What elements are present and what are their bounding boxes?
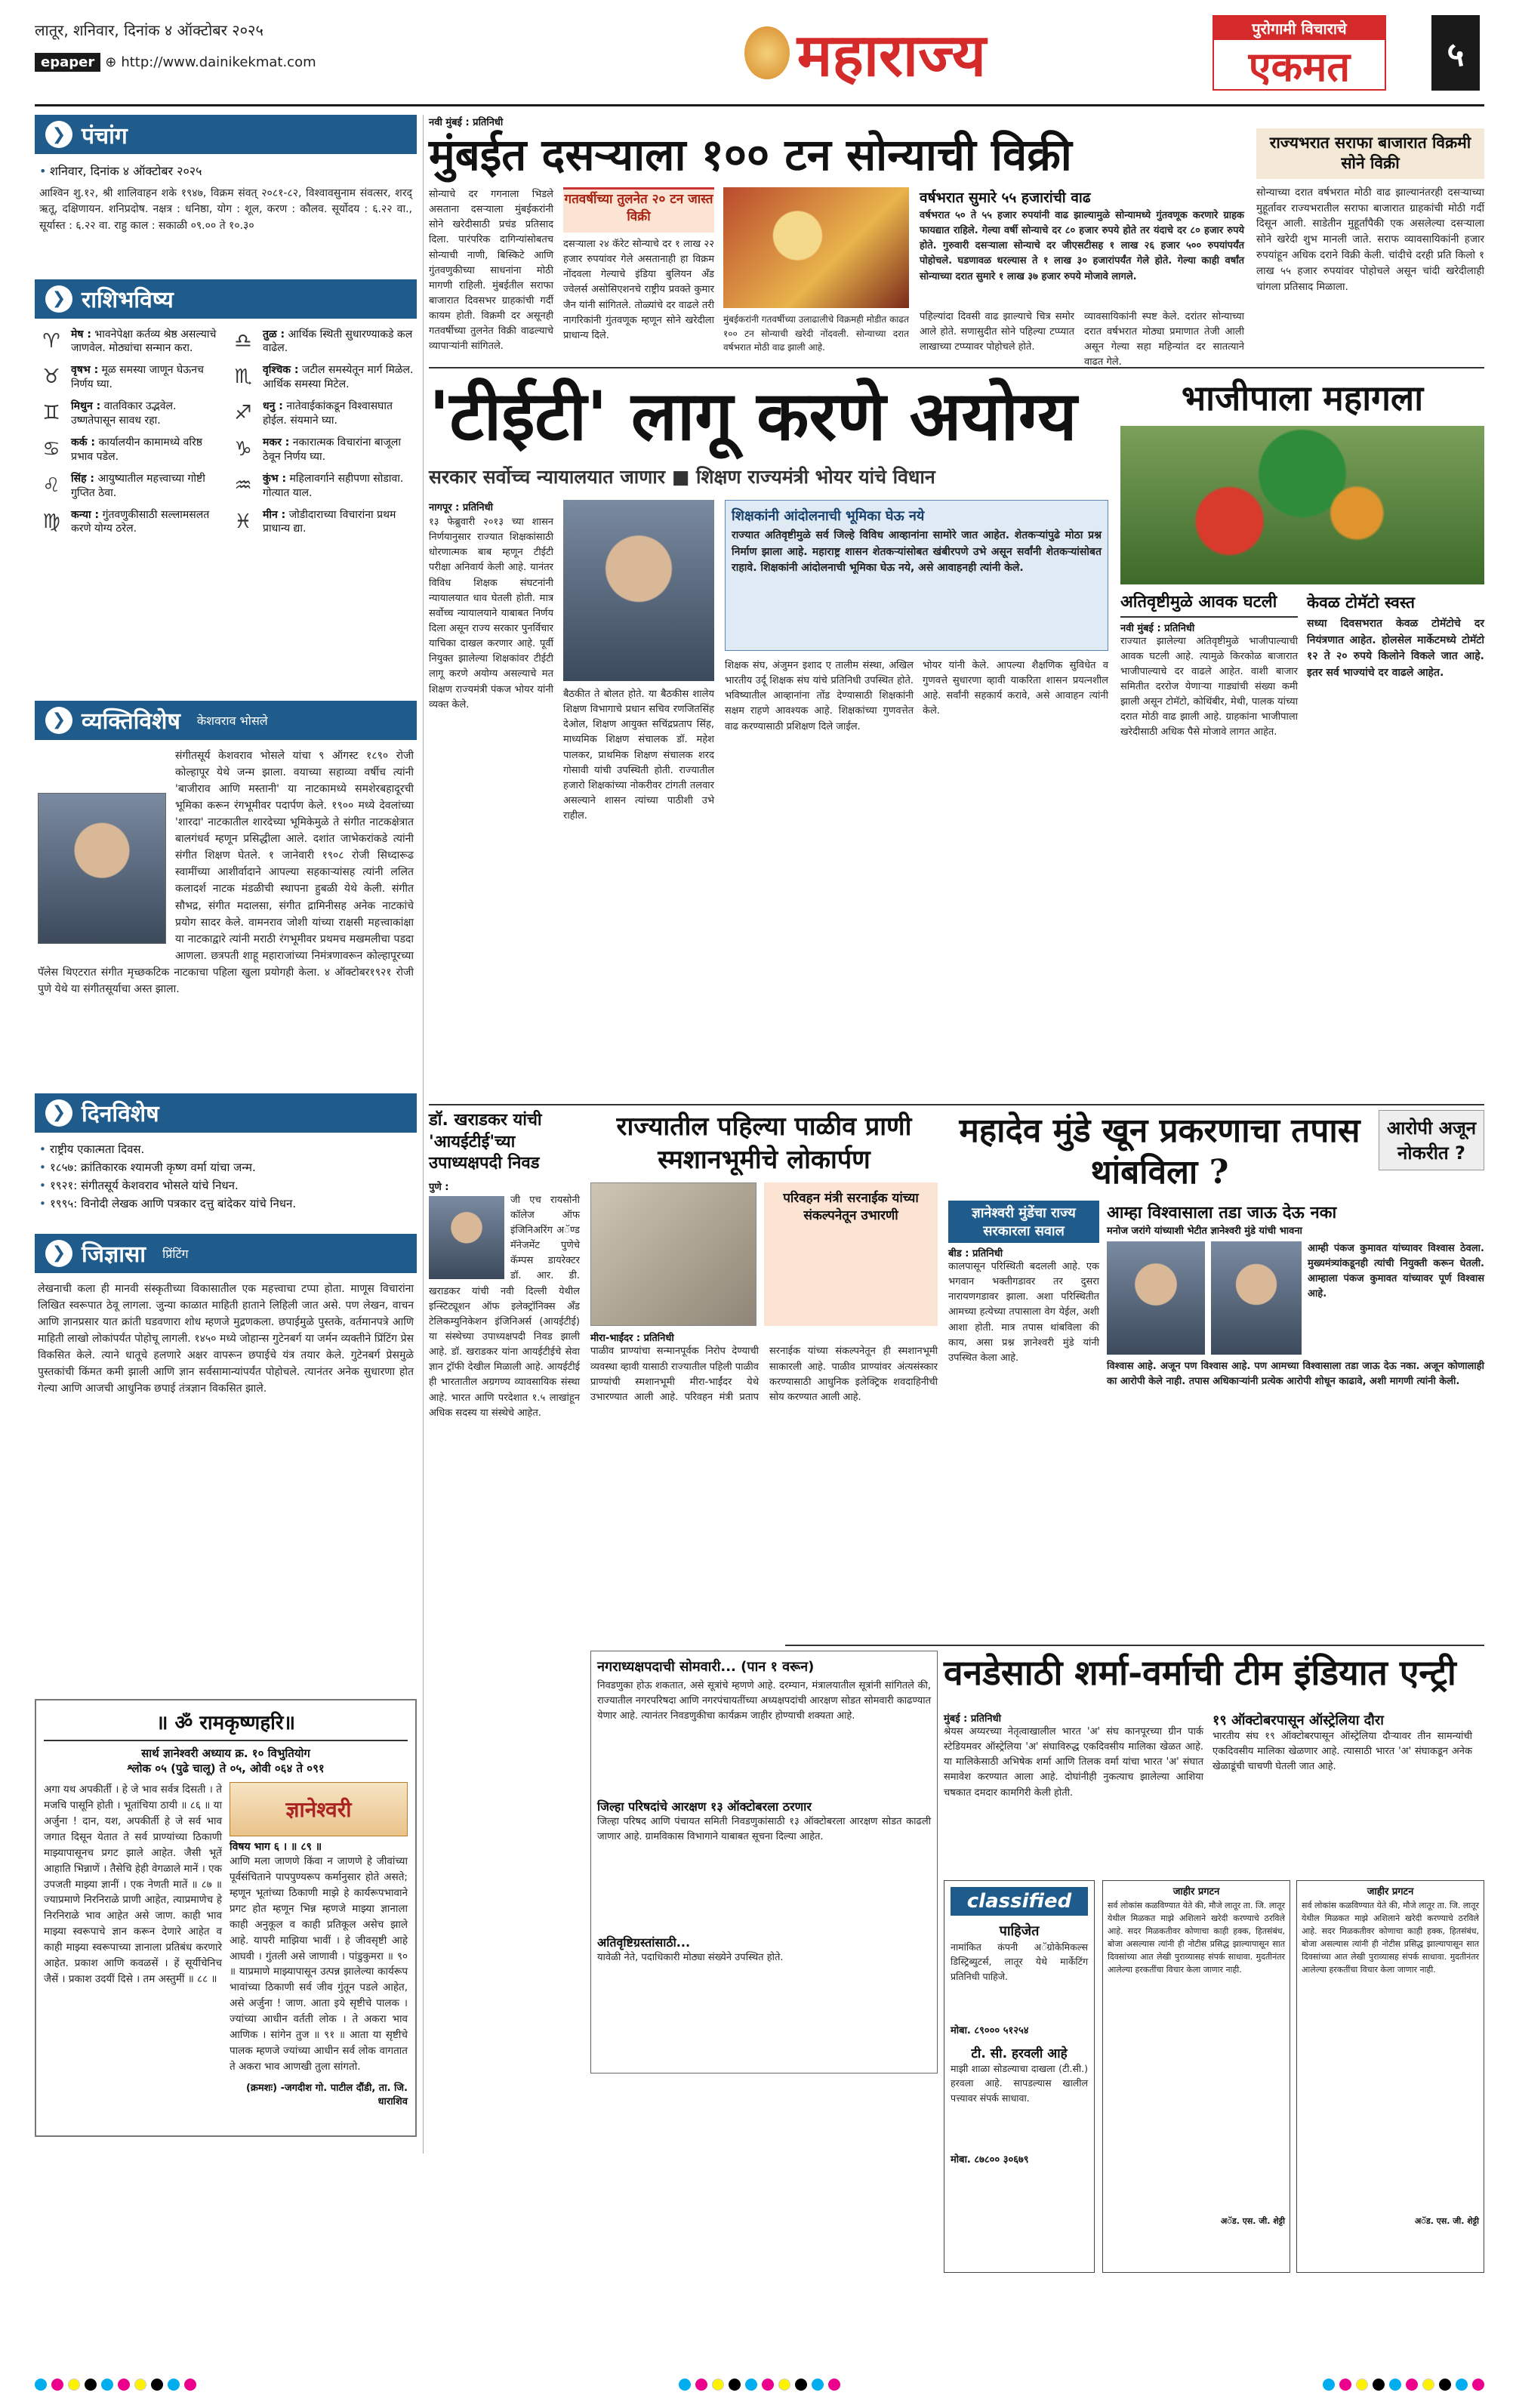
veg-side-text: सध्या दिवसभरात केवळ टोमॅटोचे दर नियंत्रणात आहेत. होलसेल मार्केटमध्ये टोमॅटो १२ ते २० रुपये किलोने विकले जात आहे. इतर सर्व भाज्यांचे दर वाढले आहेत. — [1307, 618, 1484, 680]
scorpio-icon: ♏ — [234, 365, 252, 389]
munde-side: आरोपी अजून नोकरीत ? — [1379, 1110, 1484, 1170]
registration-dot — [762, 2379, 774, 2391]
cricket-byline: मुंबई : प्रतिनिधी — [944, 1713, 1001, 1725]
rashi-text: आयुष्यातील महत्त्वाच्या गोष्टी गुप्तित ठेवा. — [71, 472, 205, 499]
ramkrishna-col1: अगा यथ अपकीर्ती । हे जे भाव सर्वत्र दिसती । ते मजचि पासूनि होती । भूतांचिया ठायी ॥ ८६ ॥ या अर्जुना ! दान, यश, अपकीर्ती हे जे सर्व भाव जगात दिसून येतात ते सर्व प्राण्यांच्या ठिकाणी माझ्यापासूनच प्रगट झाले आहेत. जैसी भूतें आहाति भिन्नाणें । तैसेचि हेही वेगळाले मानें । एक उपजती माझ्या ज्ञानीं । एक नेणती मातें ॥ ८७ ॥ ज्याप्रमाणे निरनिराळे प्राणी आहेत, त्याप्रमाणेच हे निरनिराळे भाव आहेत असे जाण. काही भाव माझ्या स्वरूपाचे ज्ञान करून देणारे आहेत व काही माझ्या स्वरूपाच्या ज्ञानाला प्रतिबंध करणारे आहेत. प्रकाश आणि कवळसें । हें सूर्यीचेनिच जैसें । प्रकाश उदयीं दिसे । तम अस्तुमीं ॥ ८८ ॥ — [44, 1784, 222, 1986]
munde-byline: बीड : प्रतिनिधी — [948, 1248, 1003, 1259]
chevron-down-icon: ❯ — [45, 1099, 72, 1127]
gold-col1: सोन्याचे दर गगनाला भिडले असताना दसऱ्याला मुंबईकरांनी सोने खरेदीसाठी प्रचंड प्रतिसाद दिला. पारंपरिक दागिन्यांसोबतच सोन्याची नाणी, बिस्किटे आणि गुंतवणुकीच्या साधनांना मोठी मागणी राहिली. मुंबईतील सराफा बाजारात दिवसभर ग्राहकांची गर्दी कायम होती. विक्रमी दर असूनही गतवर्षीच्या तुलनेत विक्री वाढल्याचे व्यापाऱ्यांनी सांगितले. — [429, 189, 553, 353]
dinvishesh-title: दिनविशेष — [82, 1101, 159, 1128]
gold-side-text: सोन्याच्या दरात वर्षभरात मोठी वाढ झाल्यानंतरही दसऱ्याच्या मुहूर्तावर राज्यभरातील सराफा बाजारात ग्राहकांची मोठी गर्दी दिसून आली. साडेतीन मुहूर्तांपैकी एक असलेल्या दसऱ्याला सोने खरेदी शुभ मानली जाते. सराफ व्यावसायिकांनी हजार रुपयांहून अधिक दराने विक्री केली. चांदीचे दरही प्रति किलो १ लाख ५५ हजार रुपयांवर पोहोचले असून चांदी खरेदीलाही चांगला प्रतिसाद मिळाला. — [1256, 186, 1484, 294]
gemini-icon: ♊ — [42, 402, 60, 425]
notice-title: जाहीर प्रगटन — [1172, 1886, 1220, 1898]
ramkrishna-box — [35, 1699, 417, 2137]
gold-col2: दसऱ्याला २४ कॅरेट सोन्याचे दर १ लाख २२ हजार रुपयांवर गेले असतानाही हा विक्रम नोंदवला गेल्याचे इंडिया बुलियन अँड ज्वेलर्स असोसिएशनचे राष्ट्रीय प्रवक्ते कुमार जैन यांनी सांगितले. तोळ्यांचे दर वाढले तरी नागरिकांनी गुंतवणूक म्हणून सोने खरेदीला प्राधान्य दिले. — [563, 239, 714, 341]
chevron-down-icon: ❯ — [45, 1240, 72, 1267]
cricket-text2: भारतीय संघ १९ ऑक्टोबरपासून ऑस्ट्रेलिया दौऱ्यावर तीन सामन्यांची एकदिवसीय मालिका खेळणार आहे. त्यासाठी भारत 'अ' संघाकडून अनेक खेळाडूंची चाचणी घेतली जात आहे. — [1212, 1731, 1472, 1773]
registration-dot — [1339, 2379, 1351, 2391]
keshavrao-portrait — [38, 793, 166, 944]
globe-icon: ⊕ — [105, 54, 117, 70]
tet-byline: नागपूर : प्रतिनिधी — [429, 502, 493, 513]
ramkrishna-col2: आणि मला जाणणे किंवा न जाणणे हे जीवांच्या पूर्वसंचिताने पापपुण्यरूप कर्मानुसार होते असते; म्हणून भूतांच्या ठिकाणी माझे हे कार्यरूपभावाने प्रगट होत म्हणून भिन्न म्हणजे माझ्या ज्ञानाला काही अनुकूल व काही प्रतिकूल असेच झाले आहे. यापरी माझिया भावीं । हे जीवसृष्टी आहे आघवी । गुंतली असे जाणावी । पांडुकुमरा ॥ ९० ॥ याप्रमाणे माझ्यापासून उत्पन्न झालेल्या कार्यरूप भावांच्या ठिकाणी सर्व जीव गुंतून पडले आहेत, असे अर्जुना ! जाण. आता इये सृष्टीचे पालक । ज्यांच्या आधीन वर्तती लोक । ते अकरा भाव आणिक । सांगेन तुज ॥ ९१ ॥ आता या सृष्टीचे पालक म्हणजे ज्यांच्या आधीन सर्व लोक वागतात ते अकरा भाव आणखी तुला सांगतो. — [230, 1855, 408, 2073]
registration-dot — [712, 2379, 724, 2391]
registration-dot — [85, 2379, 97, 2391]
registration-dot — [1356, 2379, 1368, 2391]
gold-byline: नवी मुंबई : प्रतिनिधी — [429, 117, 504, 128]
rashi-text: जटील समस्येतून मार्ग मिळेल. आर्थिक समस्या मिटेल. — [263, 364, 414, 391]
rashi-col-left — [38, 328, 222, 692]
crem-byline: मीरा-भाईंदर : प्रतिनिधी — [590, 1333, 674, 1345]
vyakti-subject: केशवराव भोसले — [196, 713, 268, 728]
color-dots-left — [35, 2379, 196, 2391]
tet-deck: सरकार सर्वोच्च न्यायालयात जाणार ■ शिक्षण राज्यमंत्री भोयर यांचे विधान — [429, 466, 935, 488]
gold-shop-photo — [723, 187, 909, 308]
notice-1 — [1102, 1880, 1290, 2273]
gold-col3: वर्षभरात ५० ते ५५ हजार रुपयांनी वाढ झाल्यामुळे सोन्यामध्ये गुंतवणूक करणारे ग्राहक फायद्यात राहिले. गेल्या वर्षी सोन्याचे दर ८० हजार रुपये होते तर यंदाचे दर ८० हजार रुपये होते. गुरुवारी दसऱ्याला सोन्याचे दर जीएसटीसह १ लाख २६ हजार ५०० रुपयांपर्यंत पोहोचले. घडणावळ धरल्यास ते १ लाख ३० हजारांपर्यंत गेले होते. गेल्या काही वर्षांत सोन्याच्या दरात सुमारे १ लाख ३७ हजार रुपये मोजावे लागले. — [920, 210, 1244, 282]
tet-col4: भोयर यांनी केले. आपल्या शैक्षणिक सुविधेत व गुणवत्ते सुधारणा व्हावी याकरिता शासन प्रयत्नशील आहे. सर्वांनी सहकार्य करावे, असे आवाहन त्यांनी केले. — [923, 660, 1108, 717]
cancer-icon: ♋ — [42, 437, 60, 461]
tet-box — [725, 500, 1108, 651]
classified-title: पाहिजेत — [999, 1923, 1040, 1939]
panchang-title: पंचांग — [82, 122, 128, 150]
munde-story — [948, 1110, 1484, 1639]
classified-logo: classified — [951, 1887, 1088, 1916]
registration-dot — [1373, 2379, 1385, 2391]
rashi-name: कन्या : — [71, 508, 100, 521]
munde-photo-caption: आम्ही पंकज कुमावत यांच्यावर विश्वास ठेवला. मुख्यमंत्र्यांकडूनही त्यांची नियुक्ती करून घेतली. आम्हाला पंकज कुमावत यांच्यावर पूर्ण विश्वास आहे. — [1308, 1243, 1484, 1300]
gold-col5: व्यावसायिकांनी स्पष्ट केले. दरांतर सोन्याच्या दरात वर्षभरात मोठ्या प्रमाणात तेजी आली असून गेल्या सहा महिन्यांत दर सातत्याने वाढत गेले. — [1084, 311, 1244, 368]
nagar-text2: जिल्हा परिषद आणि पंचायत समिती निवडणुकांसाठी १३ ऑक्टोबरला आरक्षण सोडत काढली जाणार आहे. ग्रामविकास विभागाने याबाबत सूचना दिल्या आहेत. — [597, 1816, 931, 1843]
rashi-text: नातेवाईकांकडून विश्वासघात होईल. संयमाने घ्या. — [263, 400, 393, 427]
panchang-text: आश्विन शु.१२, श्री शालिवाहन शके १९४७, विक्रम संवत् २०८१-८२, विश्वावसुनाम संवत्सर, शरद् ऋतू, दक्षिणायन. शनिप्रदोष. नक्षत्र : धनिष्ठा, योग : शूल, करण : कौलव. सूर्योदय : ६.२२ वा., सूर्यास्त : ६.२२ वा. राहु काल : सकाळी ०९.०० ते १०.३० — [39, 187, 412, 232]
veg-text: राज्यात झालेल्या अतिवृष्टीमुळे भाजीपाल्याची आवक घटली आहे. त्यामुळे किरकोळ बाजारात भाजीपाल्याचे दर वाढले आहेत. वाशी बाजार समितीत दररोज येणाऱ्या गाड्यांची संख्या कमी झाली असून टोमॅटो, कोथिंबीर, मेथी, पालक यांच्या दरात मोठी वाढ झाली आहे. ग्राहकांना भाजीपाला खरेदीसाठी अधिक पैसे मोजावे लागत आहेत. — [1120, 635, 1298, 738]
ramkrishna-credit: (क्रमशः) -जगदीश गो. पाटील दौंडी, ता. जि. धाराशिव — [245, 2083, 408, 2107]
vyakti-header — [35, 701, 417, 740]
registration-dot — [828, 2379, 840, 2391]
nagar-text3: यावेळी नेते, पदाधिकारी मोठ्या संख्येने उपस्थित होते. — [597, 1952, 784, 1963]
gold-side-headline: राज्यभरात सराफा बाजारात विक्रमी सोने विक्री — [1256, 128, 1484, 179]
nagar-title: नगराध्यक्षपदाची सोमवारी... (पान १ वरून) — [597, 1659, 815, 1675]
rashi-item-makar — [230, 436, 414, 464]
virgo-icon: ♍ — [42, 510, 60, 533]
column-rule — [423, 115, 424, 2154]
gold-col4: पहिल्यांदा दिवसी वाढ झाल्याचे चित्र समोर आले होते. सणासुदीत सोने पहिल्या टप्प्यात लाखाच्या टप्प्यावर पोहोचले होते. — [920, 311, 1074, 353]
registration-dot — [68, 2379, 80, 2391]
crem-story — [590, 1110, 938, 1639]
leo-icon: ♌ — [42, 473, 60, 497]
rashi-name: मिथुन : — [71, 400, 101, 413]
gold-sub1: गतवर्षीच्या तुलनेत २० टन जास्त विक्री — [563, 187, 714, 233]
registration-dot — [695, 2379, 707, 2391]
kharadkar-byline: पुणे : — [429, 1181, 449, 1193]
section-banner — [744, 15, 986, 91]
page-number: ५ — [1431, 15, 1480, 91]
registration-dot — [1422, 2379, 1434, 2391]
crem-photo — [590, 1182, 756, 1326]
brand-name: एकमत — [1248, 42, 1351, 91]
dinvishesh-item: • १८५७: क्रांतिकारक श्यामजी कृष्ण वर्मा यांचा जन्म. — [39, 1158, 412, 1176]
rashi-item-sinha — [38, 472, 222, 501]
notice-title: जाहीर प्रगटन — [1367, 1886, 1414, 1898]
notices — [1102, 1880, 1484, 2273]
jigyasa-text: लेखनाची कला ही मानवी संस्कृतीच्या विकासातील एक महत्त्वाचा टप्पा होता. माणूस विचारांना लिखित स्वरूपात ठेवू लागला. जुन्या काळात माहिती हाताने लिहिली जात असे. पण लेखन, वाचन आणि ज्ञानप्रसार यात क्रांती घडवणारा शोध म्हणजे मुद्रणकला. छपाईमुळे पुस्तके, वर्तमानपत्रे आणि माहिती लाखो लोकांपर्यंत पोहोचू लागली. १४५० मध्ये जोहान्स गुटेनबर्ग या जर्मन व्यक्तीने प्रिंटिंग प्रेस विकसित केले. त्याने धातूचे हलणारे अक्षर वापरून छपाईचे यंत्र तयार केले. गुटेनबर्ग प्रेसमुळे पुस्तकांची किंमत कमी झाली आणि ज्ञान सर्वसामान्यांपर्यंत पोहोचले. त्यानंतर अनेक सुधारणा होत गेल्या आणि आजची आधुनिक छपाई तंत्रज्ञान विकसित झाले. — [38, 1282, 414, 1395]
tet-story — [429, 375, 1108, 1130]
minister-photo — [563, 500, 714, 681]
classified-phone2: मोबा. ८७८०० ३०६७९ — [951, 2154, 1029, 2166]
munde-photo-1 — [1107, 1241, 1205, 1355]
rashi-text: वातविकार उद्भवेल. उष्णतेपासून सावध रहा. — [71, 400, 177, 427]
veg-side-head: केवळ टोमॅटो स्वस्त — [1307, 594, 1415, 612]
cricket-sub: १९ ऑक्टोबरपासून ऑस्ट्रेलिया दौरा — [1212, 1713, 1384, 1728]
registration-dot — [1406, 2379, 1418, 2391]
rashi-item-meen — [230, 508, 414, 537]
tet-headline: 'टीईटी' लागू करणे अयोग्य — [429, 376, 1077, 456]
gold-side-story — [1256, 128, 1484, 364]
rashi-name: वृश्चिक : — [263, 364, 299, 377]
vyakti-title: व्यक्तिविशेष — [82, 708, 180, 735]
ramkrishna-sub2: श्लोक ०५ (पुढे चालू) ते ०५, ओवी ०६४ ते ०९१ — [127, 1762, 325, 1775]
munde-photo-2 — [1211, 1241, 1302, 1355]
crem-sub: परिवहन मंत्री सरनाईक यांच्या संकल्पनेतून उभारणी — [764, 1182, 938, 1326]
registration-dot — [795, 2379, 807, 2391]
rashi-text: मूळ समस्या जाणून घेऊनच निर्णय घ्या. — [71, 364, 204, 391]
dnyaneshwari-badge: ज्ञानेश्वरी — [230, 1782, 408, 1836]
rashi-text: नकारात्मक विचारांना बाजूला ठेवून निर्णय घ्या. — [263, 436, 402, 463]
cricket-story — [785, 1651, 1484, 1877]
rashi-name: सिंह : — [71, 472, 94, 485]
notice-sign: अॅड. एस. जी. शेट्टी — [1414, 2215, 1479, 2226]
rashi-text: गुंतवणुकीसाठी सल्लामसलत करणे योग्य ठरेल. — [71, 508, 210, 535]
nagar-sub3: अतिवृष्टिग्रस्तांसाठी... — [597, 1935, 691, 1950]
tet-box-text: राज्यात अतिवृष्टीमुळे सर्व जिल्हे विविध आव्हानांना सामोरे जात आहेत. शेतकऱ्यांपुढे मोठा प्रश्न निर्माण झाला आहे. महाराष्ट्र शासन शेतकऱ्यांसोबत खंबीरपणे उभे असून सर्वांनी शेतकऱ्यांसोबत राहावे. शिक्षकांनी आंदोलनाची भूमिका घेऊ नये, असे आवाहनही त्यांनी केले. — [732, 529, 1102, 575]
rashi-col-right — [230, 328, 414, 692]
registration-dot — [729, 2379, 741, 2391]
registration-dot — [745, 2379, 757, 2391]
rashi-text: महिलावर्गाने सहीपणा सोडावा. गोत्यात याल. — [263, 472, 404, 499]
color-dots-right — [1323, 2379, 1484, 2391]
rashi-item-kumbh — [230, 472, 414, 501]
jigyasa-header — [35, 1234, 417, 1273]
rashi-item-mithun — [38, 399, 222, 428]
dateline: लातूर, शनिवार, दिनांक ४ ऑक्टोबर २०२५ — [35, 21, 263, 39]
dinvishesh-item: • राष्ट्रीय एकात्मता दिवस. — [39, 1140, 412, 1158]
rashi-text: कार्यालयीन कामामध्ये वरिष्ठ प्रभाव पडेल. — [71, 436, 202, 463]
rashi-item-tula — [230, 328, 414, 356]
aquarius-icon: ♒ — [234, 473, 252, 497]
notice-sign: अॅड. एस. जी. शेट्टी — [1220, 2215, 1285, 2226]
munde-quote-sub: मनोज जरांगे यांच्याशी भेटीत ज्ञानेश्वरी मुंडे यांची भावना — [1107, 1226, 1302, 1237]
registration-dot — [184, 2379, 196, 2391]
classified-title2: टी. सी. हरवली आहे — [971, 2046, 1068, 2061]
row-rule — [785, 1645, 1484, 1646]
tet-col3: शिक्षक संघ, अंजुमन इशाद ए तालीम संस्था, अखिल भारतीय उर्दू शिक्षक संघ यांचे प्रतिनिधी उपस्थित होते. भविष्यातील आव्हानांना तोंड देण्यासाठी शिक्षकांनी सक्षम राहणे आवश्यक आहे. शिक्षकांच्या गुणवत्तेत वाढ करण्यासाठी प्रशिक्षण दिले जाईल. — [725, 660, 914, 732]
notice-text: सर्व लोकांस कळविण्यात येते की, मौजे लातूर ता. जि. लातूर येथील मिळकत माझे अशिलाने खरेदी करण्याचे ठरविले आहे. सदर मिळकतीवर कोणाचा काही हक्क, हितसंबंध, बोजा असल्यास त्यांनी ही नोटीस प्रसिद्ध झाल्यापासून सात दिवसांच्या आत लेखी पुराव्यासह संपर्क साधावा. मुदतीनंतर आलेल्या हरकतींचा विचार केला जाणार नाही. — [1108, 1900, 1285, 1975]
dinvishesh-item: • १९९५: विनोदी लेखक आणि पत्रकार दत्तु बांदेकर यांचे निधन. — [39, 1195, 412, 1213]
rashi-text: आर्थिक स्थिती सुधारण्याकडे कल वाढेल. — [263, 328, 413, 355]
registration-dot — [778, 2379, 790, 2391]
vegetables-photo — [1120, 426, 1484, 584]
dinvishesh-list — [35, 1133, 417, 1234]
rashi-item-vrushchik — [230, 363, 414, 392]
color-dots-center — [679, 2379, 840, 2391]
dinvishesh-header — [35, 1093, 417, 1133]
brand-logo — [1212, 15, 1386, 91]
kharadkar-photo — [429, 1196, 504, 1279]
masthead-rule — [35, 104, 1484, 106]
notice-text: सर्व लोकांस कळविण्यात येते की, मौजे लातूर ता. जि. लातूर येथील मिळकत माझे अशिलाने खरेदी करण्याचे ठरविले आहे. सदर मिळकतीवर कोणाचा काही हक्क, हितसंबंध, बोजा असल्यास त्यांनी ही नोटीस प्रसिद्ध झाल्यापासून सात दिवसांच्या आत लेखी पुराव्यासह संपर्क साधावा. मुदतीनंतर आलेल्या हरकतींचा विचार केला जाणार नाही. — [1302, 1900, 1479, 1975]
rashi-item-mesh — [38, 328, 222, 356]
left-column — [35, 115, 417, 1708]
rashi-item-dhanu — [230, 399, 414, 428]
ramkrishna-title: ॥ ॐ रामकृष्णहरि॥ — [44, 1708, 408, 1741]
chevron-down-icon: ❯ — [45, 707, 72, 734]
vyakti-body — [35, 740, 417, 1093]
classified-phone: मोबा. ८९००० ५१२५४ — [951, 2025, 1029, 2036]
veg-sub: अतिवृष्टीमुळे आवक घटली — [1120, 592, 1298, 618]
munde-col1: कालपासून परिस्थिती बदलली आहे. एक भगवान भक्तीगडावर तर दुसरा नारायणगडावर झाला. अशा परिस्थितीत आमच्या हत्येच्या तपासाला वेग येईल, अशी आशा होती. मात्र तपास थांबविला की काय, असा प्रश्न ज्ञानेश्वरी मुंडे यांनी उपस्थित केला आहे. — [948, 1261, 1099, 1364]
rashi-name: कुंभ : — [263, 472, 287, 485]
registration-dot — [101, 2379, 113, 2391]
pisces-icon: ♓ — [234, 510, 252, 533]
row-rule — [429, 1104, 1484, 1105]
crem-headline: राज्यातील पहिल्या पाळीव प्राणी स्मशानभूमीचे लोकार्पण — [616, 1112, 912, 1176]
rashi-title: राशिभविष्य — [82, 287, 174, 314]
jigyasa-topic: प्रिंटिंग — [162, 1246, 189, 1261]
registration-dot — [679, 2379, 691, 2391]
rashi-name: धनु : — [263, 400, 283, 413]
classified-text: नामांकित कंपनी अॅग्रोकेमिकल्स डिस्ट्रिब्युटर्स, लातूर येथे मार्केटिंग प्रतिनिधी पाहिजे. — [951, 1941, 1088, 1982]
registration-marks — [35, 2379, 1484, 2391]
registration-dot — [151, 2379, 163, 2391]
veg-headline: भाजीपाला महागला — [1181, 378, 1424, 418]
veg-story — [1120, 375, 1484, 1099]
chevron-down-icon: ❯ — [45, 285, 72, 313]
rashi-item-kark — [38, 436, 222, 464]
site-url[interactable]: http://www.dainikekmat.com — [121, 54, 316, 70]
panchang-date: • शनिवार, दिनांक ४ ऑक्टोबर २०२५ — [39, 162, 412, 181]
chevron-down-icon: ❯ — [45, 121, 72, 148]
cricket-text: श्रेयस अय्यरच्या नेतृत्वाखालील भारत 'अ' संघ कानपूरच्या ग्रीन पार्क स्टेडियमवर ऑस्ट्रेलिया 'अ' संघाविरुद्ध एकदिवसीय मालिका खेळत आहे. या मालिकेसाठी अभिषेक शर्मा आणि तिलक वर्मा यांचा भारत 'अ' संघात समावेश करण्यात आला आहे. दोघांनीही नुकत्याच झालेल्या आशिया चषकात दमदार कामगिरी केली होती. — [944, 1726, 1203, 1799]
tet-col1: १३ फेब्रुवारी २०१३ च्या शासन निर्णयानुसार राज्यात शिक्षकांसाठी धोरणात्मक बाब म्हणून टीईटी परीक्षा अनिवार्य केली आहे. यानंतर विविध शिक्षक संघटनांनी न्यायालयात धाव घेतली होती. मात्र सर्वोच्च न्यायालयाने याबाबत निर्णय दिला असून राज्य सरकार पुनर्विचार याचिका दाखल करणार आहे. पूर्वी नियुक्त झालेल्या शिक्षकांवर टीईटी लागू करणे अयोग्य असल्याचे मत शिक्षण राज्यमंत्री पंकज भोयर यांनी व्यक्त केले. — [429, 516, 553, 711]
rashi-name: तुळ : — [263, 328, 285, 341]
rashi-name: मीन : — [263, 508, 286, 521]
row-rule — [429, 367, 1484, 368]
veg-byline: नवी मुंबई : प्रतिनिधी — [1120, 622, 1195, 634]
nagar-sub2: जिल्हा परिषदांचे आरक्षण १३ ऑक्टोबरला ठरणार — [597, 1799, 812, 1814]
libra-icon: ♎ — [234, 329, 252, 353]
registration-dot — [1439, 2379, 1451, 2391]
registration-dot — [1456, 2379, 1468, 2391]
dinvishesh-item: • १९२१: संगीतसूर्य केशवराव भोसले यांचे निधन. — [39, 1176, 412, 1195]
sagittarius-icon: ♐ — [234, 402, 252, 425]
registration-dot — [1323, 2379, 1335, 2391]
ramkrishna-sub1: सार्थ ज्ञानेश्वरी अध्याय क्र. १० विभुतियोग — [141, 1747, 310, 1760]
registration-dot — [1472, 2379, 1484, 2391]
gold-headline: मुंबईत दसऱ्याला १०० टन सोन्याची विक्री — [429, 129, 1072, 180]
rashi-text: भावनेपेक्षा कर्तव्य श्रेष्ठ असल्याचे जाणवेल. मोठ्यांचा सन्मान करा. — [71, 328, 217, 355]
rashi-name: मेष : — [71, 328, 91, 341]
tet-box-title: शिक्षकांनी आंदोलनाची भूमिका घेऊ नये — [732, 508, 925, 524]
munde-sub: ज्ञानेश्वरी मुंडेंचा राज्य सरकारला सवाल — [948, 1201, 1099, 1243]
capricorn-icon: ♑ — [234, 437, 252, 461]
munde-quote-head: आम्हा विश्वासाला तडा जाऊ देऊ नका — [1107, 1204, 1337, 1222]
nagar-text: निवडणुका होऊ शकतात, असे सूत्रांचे म्हणणे आहे. दरम्यान, मंत्रालयातील सूत्रांनी सांगितले की, राज्यातील नगरपरिषदा आणि नगरपंचायतींच्या अध्यक्षपदांची आरक्षण सोडत सोमवारी काढण्यात येणार आहे. त्यानंतर निवडणुकीचा कार्यक्रम जाहीर होण्याची शक्यता आहे. — [597, 1680, 931, 1722]
panchang-body — [35, 154, 417, 275]
rashi-text: जोडीदाराच्या विचारांना प्रथम प्राधान्य द्या. — [263, 508, 396, 535]
registration-dot — [134, 2379, 146, 2391]
registration-dot — [118, 2379, 130, 2391]
gold-story — [429, 115, 1244, 368]
panchang-header — [35, 115, 417, 154]
section-title: महाराज्य — [797, 21, 986, 90]
kharadkar-story — [429, 1110, 580, 1850]
crem-text: पाळीव प्राण्यांचा सन्मानपूर्वक निरोप देण्याची व्यवस्था व्हावी यासाठी राज्यातील पहिली पाळीव प्राण्यांची स्मशानभूमी मीरा-भाईंदर येथे उभारण्यात आली आहे. परिवहन मंत्री प्रताप सरनाईक यांच्या संकल्पनेतून ही स्मशानभूमी साकारली आहे. पाळीव प्राण्यांवर अंत्यसंस्कार करण्यासाठी आधुनिक इलेक्ट्रिक शवदाहिनीची सोय करण्यात आली आहे. — [590, 1346, 938, 1403]
rashi-name: वृषभ : — [71, 364, 99, 377]
kharadkar-headline: डॉ. खराडकर यांची 'आयईटीई'च्या उपाध्यक्षपदी निवड — [429, 1111, 542, 1173]
rashi-item-vrushabh — [38, 363, 222, 392]
cricket-headline: वनडेसाठी शर्मा-वर्माची टीम इंडियात एन्ट्री — [944, 1652, 1456, 1693]
rashi-header — [35, 279, 417, 319]
rashi-name: कर्क : — [71, 436, 95, 449]
aries-icon: ♈ — [42, 329, 60, 353]
registration-dot — [1389, 2379, 1401, 2391]
rashi-name: मकर : — [263, 436, 290, 449]
epaper-label[interactable]: epaper — [35, 53, 100, 72]
tet-col2: बैठकीत ते बोलत होते. या बैठकीस शालेय शिक्षण विभागाचे प्रधान सचिव रणजितसिंह देओल, शिक्षण आयुक्त सचिंद्रप्रताप सिंह, माध्यमिक शिक्षण संचालक डॉ. महेश पालकर, प्राथमिक शिक्षण संचालक शरद गोसावी यांची उपस्थिती होती. राज्यातील हजारो शिक्षकांच्या नोकरीवर टांगती तलवार असल्याने शासन त्यांच्या पाठीशी उभे राहील. — [563, 689, 714, 822]
vyakti-text: संगीतसूर्य केशवराव भोसले यांचा ९ ऑगस्ट १८९० रोजी कोल्हापूर येथे जन्म झाला. वयाच्या सहाव्या वर्षीच त्यांनी 'बाजीराव आणि मस्तानी' या नाटकामध्ये समशेरबहादूरची भूमिका करून रंगभूमीवर पदार्पण केले. १९०० मध्ये देवलांच्या 'शारदा' नाटकातील शारदेच्या भूमिकेमुळे ते संगीत नाटकक्षेत्रात बालगंधर्व म्हणून प्रसिद्धीला आले. दशांत जाभेकरांकडे त्यांनी संगीत शिक्षण घेतले. १ जानेवारी १९०८ रोजी सिध्दारूढ स्वामींच्या आशीर्वादाने आपल्या सहकाऱ्यांसह त्यांनी ललित कलादर्श नाटक मंडळीची स्थापना हुबळी येथे केली. संगीत सौभद्र, संगीत मदालसा, संगीत द्रामिनीसह अनेक नाटकांचे प्रयोग सादर केले. वामनराव जोशी यांच्या राक्षसी महत्त्वाकांक्षा या नाटकाद्वारे त्यांनी मराठी रंगभूमीवर प्रथमच मखमलीचा पडदा आणला. छत्रपती शाहू महाराजांच्या निमंत्रणावरून कोल्हापूरच्या पॅलेस थिएटरात संगीत मृच्छकटिक नाटकाचा पहिला खुला प्रयोगही केला. ४ ऑक्टोबर१९२१ रोजी पुणे येथे या संगीतसूर्याचा अस्त झाला. — [38, 749, 414, 996]
gold-sub2: वर्षभरात सुमारे ५५ हजारांची वाढ — [920, 190, 1091, 206]
notice-2 — [1296, 1880, 1484, 2273]
rashi-grid — [35, 319, 417, 701]
registration-dot — [35, 2379, 47, 2391]
taurus-icon: ♉ — [42, 365, 60, 389]
munde-col2: विश्वास आहे. अजून पण विश्वास आहे. पण आमच्या विश्वासाला तडा जाऊ देऊ नका. अजून कोणालाही का आरोपी केले नाही. तपास अधिकाऱ्यांनी प्रत्येक आरोपी शोधून काढावे, अशी मागणी त्यांनी केली. — [1107, 1361, 1484, 1388]
registration-dot — [51, 2379, 63, 2391]
gold-photo-caption: मुंबईकरांनी गतवर्षीच्या उलाढालीचे विक्रमही मोडीत काढत १०० टन सोन्याची खरेदी नोंदवली. सोन्याच्या दरात वर्षभरात मोठी वाढ झाली आहे. — [723, 314, 909, 353]
jigyasa-title: जिज्ञासा — [82, 1241, 146, 1269]
brand-tagline: पुरोगामी विचाराचे — [1214, 17, 1385, 40]
classified-text2: माझी शाळा सोडल्याचा दाखला (टी.सी.) हरवला आहे. सापडल्यास खालील पत्त्यावर संपर्क साधावा. — [951, 2063, 1088, 2104]
classified-box — [944, 1880, 1095, 2273]
registration-dot — [812, 2379, 824, 2391]
kharadkar-text: जी एच रायसोनी कॉलेज ऑफ इंजिनिअरिंग अॅण्ड मॅनेजमेंट पुणेचे कॅम्पस डायरेक्टर डॉ. आर. डी. खराडकर यांची नवी दिल्ली येथील इन्स्टिट्यूशन ऑफ इलेक्ट्रॉनिक्स अँड टेलिकम्युनिकेशन इंजिनिअर्स (आयईटीई) या संस्थेच्या उपाध्यक्षपदी निवड झाली आहे. डॉ. खराडकर यांना आयईटीईचे सेवा ज्ञान ट्रॉफी देखील मिळाली आहे. आयईटीई ही भारतातील अग्रगण्य व्यावसायिक संस्था आहे. भारत आणि परदेशात १.५ लाखांहून अधिक सदस्य या संस्थेचे आहेत. — [429, 1194, 580, 1419]
ramkrishna-col2-head: विषय भाग ६ । ॥ ८९ ॥ — [230, 1841, 322, 1853]
masthead — [35, 15, 1484, 98]
maharashtra-map-icon — [744, 26, 790, 79]
registration-dot — [168, 2379, 180, 2391]
munde-headline: महादेव मुंडे खून प्रकरणाचा तपास थांबविला ? — [959, 1112, 1360, 1192]
rashi-item-kanya — [38, 508, 222, 537]
